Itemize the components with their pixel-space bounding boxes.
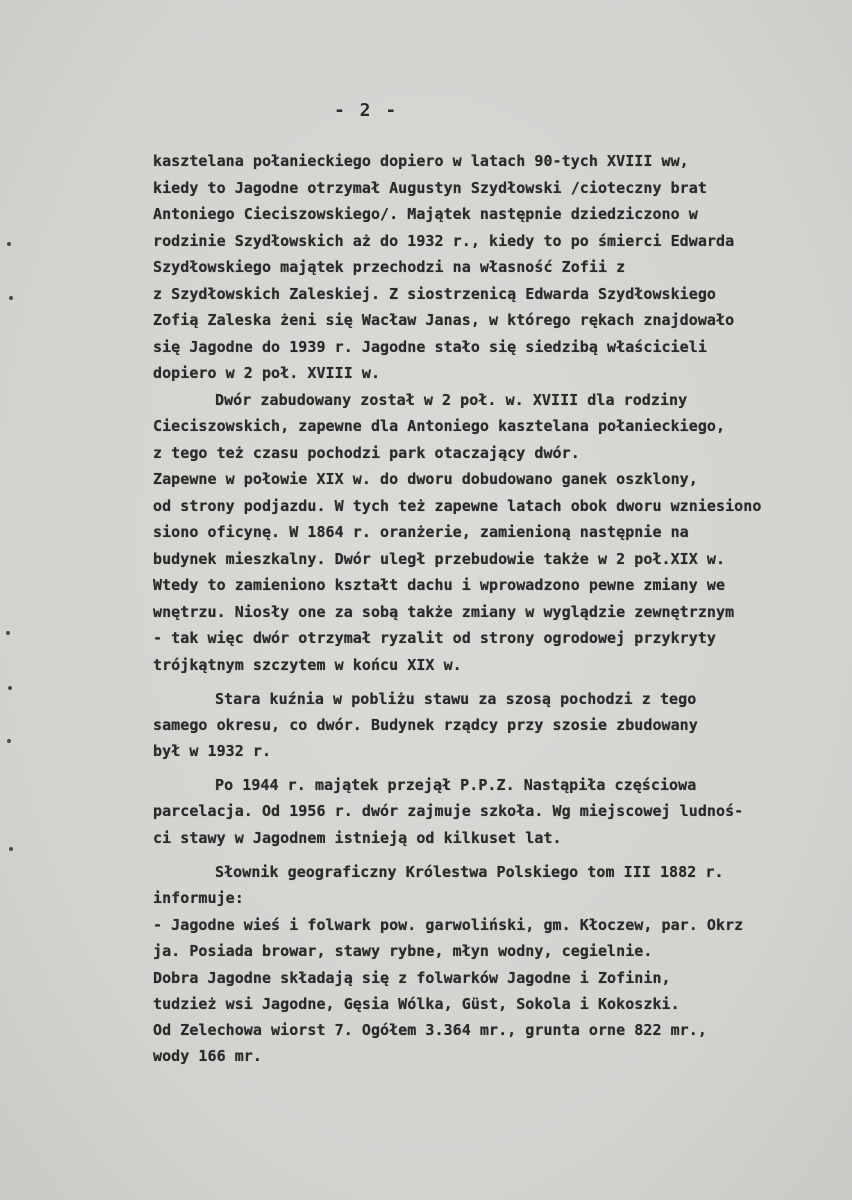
page-number: - 2 - [334,100,399,121]
text-line: Dobra Jagodne składają się z folwarków Jagodne i Zofinin, [153,969,671,987]
text-line: Słownik geograficzny Królestwa Polskiego tom III 1882 r. [215,863,724,881]
text-line: się Jagodne do 1939 r. Jagodne stało się siedzibą właścicieli [153,338,707,356]
text-line: Dwór zabudowany został w 2 poł. w. XVIII dla rodziny [215,391,688,409]
text-line: z Szydłowskich Zaleskiej. Z siostrzenicą Edwarda Szydłowskiego [153,285,717,303]
scan-speck [7,739,11,743]
text-line: był w 1932 r. [153,742,272,760]
text-line: Po 1944 r. majątek przejął P.P.Z. Nastąpiła częściowa [215,776,697,794]
text-line: rodzinie Szydłowskich aż do 1932 r., kiedy to po śmierci Edwarda [153,232,735,250]
text-line: tudzież wsi Jagodne, Gęsia Wólka, Güst, Sokola i Kokoszki. [153,995,680,1013]
scan-speck [8,686,12,690]
text-line: informuje: [153,889,244,907]
text-line: Stara kuźnia w pobliżu stawu za szosą pochodzi z tego [215,690,697,708]
text-line: Szydłowskiego majątek przechodzi na własność Zofii z [153,258,626,276]
text-line: budynek mieszkalny. Dwór uległ przebudowie także w 2 poł.XIX w. [153,550,726,568]
text-line: Cieciszowskich, zapewne dla Antoniego kasztelana połanieckiego, [153,417,726,435]
text-line: Od Zelechowa wiorst 7. Ogółem 3.364 mr., grunta orne 822 mr., [153,1021,707,1039]
text-line: kiedy to Jagodne otrzymał Augustyn Szydłowski /cioteczny brat [153,179,707,197]
text-line: Zofią Zaleska żeni się Wacław Janas, w którego rękach znajdowało [153,311,735,329]
text-line: wody 166 mr. [153,1047,262,1065]
text-line: dopiero w 2 poł. XVIII w. [153,364,381,382]
scan-speck [6,631,10,635]
text-line: - Jagodne wieś i folwark pow. garwoliński, gm. Kłoczew, par. Okrz [153,916,744,934]
text-line: samego okresu, co dwór. Budynek rządcy przy szosie zbudowany [153,716,698,734]
text-line: - tak więc dwór otrzymał ryzalit od strony ogrodowej przykryty [153,629,717,647]
text-line: Wtedy to zamieniono kształt dachu i wprowadzono pewne zmiany we [153,576,726,594]
text-line: ja. Posiada browar, stawy rybne, młyn wodny, cegielnie. [153,942,653,960]
text-line: trójkątnym szczytem w końcu XIX w. [153,656,462,674]
scan-speck [9,847,13,851]
text-line: wnętrzu. Niosły one za sobą także zmiany w wyglądzie zewnętrznym [153,603,735,621]
scan-speck [9,296,13,300]
scan-speck [7,242,11,246]
text-line: z tego też czasu pochodzi park otaczający dwór. [153,444,580,462]
text-line: siono oficynę. W 1864 r. oranżerie, zamienioną następnie na [153,523,689,541]
text-line: Zapewne w połowie XIX w. do dworu dobudowano ganek oszklony, [153,470,698,488]
text-line: od strony podjazdu. W tych też zapewne latach obok dworu wzniesiono [153,497,762,515]
text-line: ci stawy w Jagodnem istnieją od kilkuset lat. [153,829,562,847]
text-line: kasztelana połanieckiego dopiero w latach 90-tych XVIII ww, [153,152,689,170]
text-line: parcelacja. Od 1956 r. dwór zajmuje szkoła. Wg miejscowej ludnoś- [153,802,744,820]
text-line: Antoniego Cieciszowskiego/. Majątek następnie dziedziczono w [153,205,698,223]
